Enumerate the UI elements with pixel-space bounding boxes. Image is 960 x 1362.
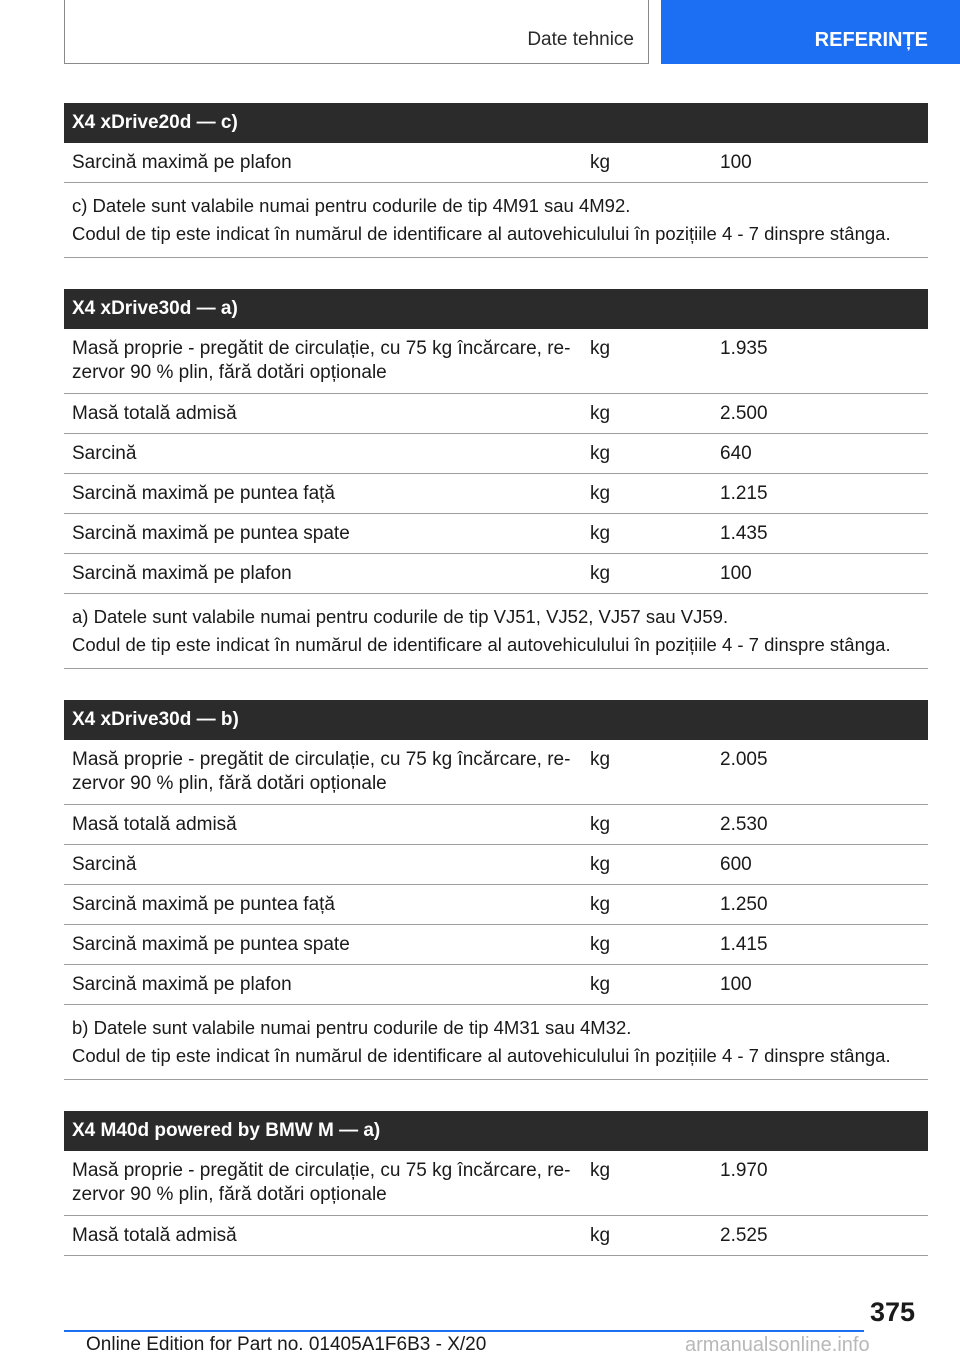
row-unit: kg: [590, 1225, 611, 1246]
table-title: X4 xDrive30d — a): [64, 289, 928, 329]
row-label: Sarcină maximă pe plafon: [72, 152, 292, 173]
spec-table: [64, 103, 928, 258]
footnote-line: c) Datele sunt valabile numai pentru codurile de tip 4M91 sau 4M92.: [72, 195, 631, 216]
row-label: Masă totală admisă: [72, 1225, 237, 1246]
row-value: 1.970: [720, 1160, 768, 1181]
table-row: [64, 740, 928, 805]
row-unit: kg: [590, 974, 611, 995]
row-value: 2.530: [720, 814, 768, 835]
row-label: Sarcină maximă pe puntea față: [72, 483, 335, 504]
spec-table: [64, 289, 928, 669]
row-label: Sarcină maximă pe puntea spate: [72, 523, 350, 544]
section-title: Date tehnice: [527, 29, 634, 50]
row-label: Sarcină maximă pe puntea față: [72, 894, 335, 915]
section-tab: [64, 0, 649, 64]
row-value: 2.005: [720, 749, 768, 770]
table-title: X4 M40d powered by BMW M — a): [64, 1111, 928, 1151]
row-value: 2.525: [720, 1225, 768, 1246]
row-unit: kg: [590, 523, 611, 544]
row-label: Masă proprie - pregătit de circulație, cu 75 kg încărcare, re- zervor 90 % plin, fără dotări opționale: [72, 338, 571, 383]
row-label: Masă totală admisă: [72, 814, 237, 835]
table-footnote: [64, 594, 928, 669]
table-row: [64, 845, 928, 885]
watermark-text: armanualsonline.info: [685, 1334, 870, 1356]
table-row: [64, 329, 928, 394]
row-unit: kg: [590, 1160, 611, 1181]
row-value: 600: [720, 854, 752, 875]
table-row: [64, 925, 928, 965]
row-value: 1.215: [720, 483, 768, 504]
row-value: 1.250: [720, 894, 768, 915]
page-number: 375: [870, 1297, 916, 1327]
row-unit: kg: [590, 814, 611, 835]
row-label: Sarcină: [72, 854, 137, 875]
edition-text: Online Edition for Part no. 01405A1F6B3 - X/20: [86, 1334, 487, 1355]
row-label: Sarcină maximă pe puntea spate: [72, 934, 350, 955]
table-row: [64, 805, 928, 845]
row-unit: kg: [590, 338, 611, 359]
row-unit: kg: [590, 152, 611, 173]
row-value: 640: [720, 443, 752, 464]
row-unit: kg: [590, 403, 611, 424]
table-row: [64, 965, 928, 1005]
footnote-line: Codul de tip este indicat în numărul de identificare al autovehiculului în pozițiile 4 - 7 dinspre stânga.: [72, 1045, 891, 1066]
row-label: Sarcină maximă pe plafon: [72, 974, 292, 995]
row-value: 1.415: [720, 934, 768, 955]
spec-tables: [64, 103, 928, 1287]
row-unit: kg: [590, 483, 611, 504]
row-value: 100: [720, 563, 752, 584]
footnote-line: a) Datele sunt valabile numai pentru codurile de tip VJ51, VJ52, VJ57 sau VJ59.: [72, 606, 729, 627]
footnote-line: Codul de tip este indicat în numărul de identificare al autovehiculului în pozițiile 4 - 7 dinspre stânga.: [72, 223, 891, 244]
table-row: [64, 143, 928, 183]
row-value: 100: [720, 152, 752, 173]
spec-table: [64, 1111, 928, 1256]
spec-table: [64, 700, 928, 1080]
table-footnote: [64, 183, 928, 258]
footnote-line: Codul de tip este indicat în numărul de identificare al autovehiculului în pozițiile 4 - 7 dinspre stânga.: [72, 634, 891, 655]
row-unit: kg: [590, 894, 611, 915]
row-value: 2.500: [720, 403, 768, 424]
footer-divider: [64, 1330, 864, 1332]
row-value: 100: [720, 974, 752, 995]
chapter-title: REFERINȚE: [814, 29, 928, 51]
row-unit: kg: [590, 563, 611, 584]
row-unit: kg: [590, 934, 611, 955]
row-label: Masă proprie - pregătit de circulație, cu 75 kg încărcare, re- zervor 90 % plin, fără dotări opționale: [72, 749, 571, 794]
row-unit: kg: [590, 443, 611, 464]
row-label: Sarcină maximă pe plafon: [72, 563, 292, 584]
table-row: [64, 1151, 928, 1216]
table-row: [64, 474, 928, 514]
table-title: X4 xDrive20d — c): [64, 103, 928, 143]
table-title: X4 xDrive30d — b): [64, 700, 928, 740]
table-row: [64, 514, 928, 554]
table-row: [64, 554, 928, 594]
table-row: [64, 885, 928, 925]
row-unit: kg: [590, 749, 611, 770]
table-row: [64, 394, 928, 434]
table-row: [64, 434, 928, 474]
row-label: Masă totală admisă: [72, 403, 237, 424]
row-value: 1.435: [720, 523, 768, 544]
row-unit: kg: [590, 854, 611, 875]
row-label: Sarcină: [72, 443, 137, 464]
chapter-tab[interactable]: [661, 0, 960, 64]
row-value: 1.935: [720, 338, 768, 359]
table-row: [64, 1216, 928, 1256]
row-label: Masă proprie - pregătit de circulație, cu 75 kg încărcare, re- zervor 90 % plin, fără dotări opționale: [72, 1160, 571, 1205]
table-footnote: [64, 1005, 928, 1080]
footnote-line: b) Datele sunt valabile numai pentru codurile de tip 4M31 sau 4M32.: [72, 1017, 632, 1038]
